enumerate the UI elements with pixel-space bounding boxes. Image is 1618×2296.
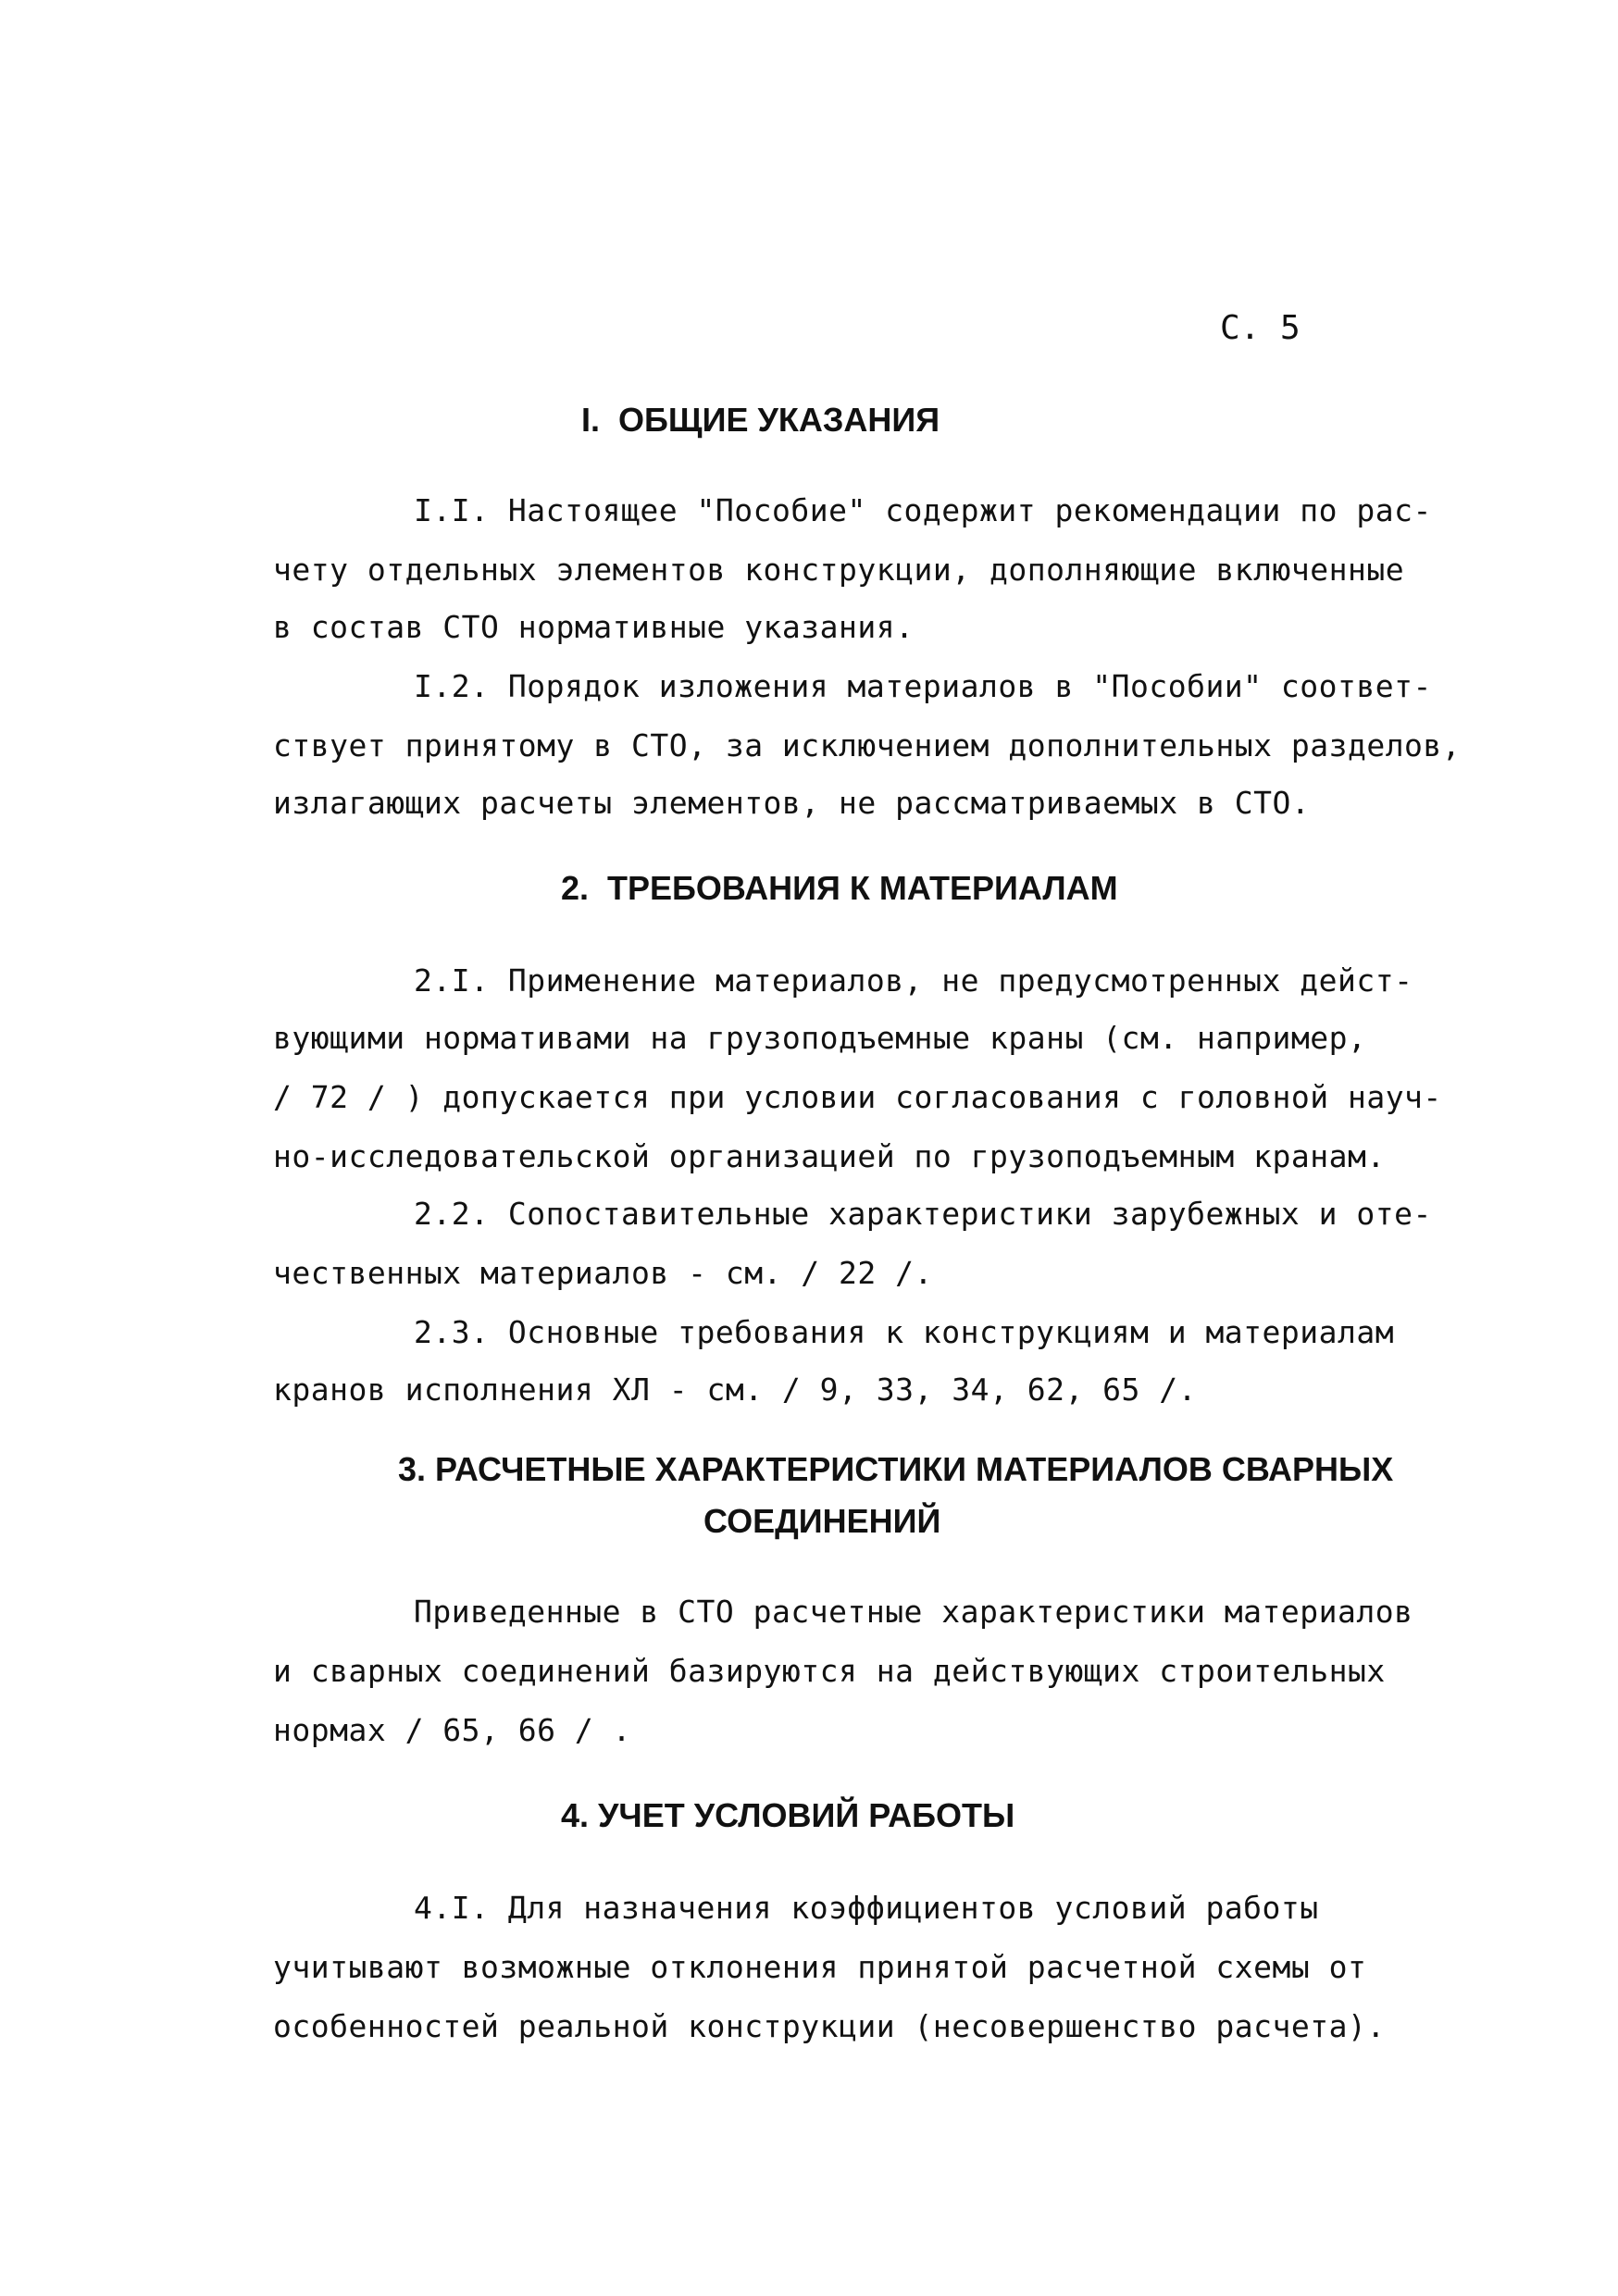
paragraph-line: / 72 / ) допускается при условии согласования с головной науч- xyxy=(273,1079,1442,1115)
section-4-heading: 4. УЧЕТ УСЛОВИЙ РАБОТЫ xyxy=(561,1796,1015,1834)
section-1-heading: I. ОБЩИЕ УКАЗАНИЯ xyxy=(581,401,940,439)
paragraph-line: вующими нормативами на грузоподъемные краны (см. например, xyxy=(273,1020,1367,1056)
paragraph-line: учитывают возможные отклонения принятой расчетной схемы от xyxy=(273,1949,1367,1985)
paragraph-line: I.I. Настоящее "Пособие" содержит рекомендации по рас- xyxy=(414,492,1432,528)
paragraph-line: излагающих расчеты элементов, не рассматриваемых в СТО. xyxy=(273,785,1311,821)
paragraph-line: 2.I. Применение материалов, не предусмотренных дейст- xyxy=(414,962,1413,999)
paragraph-line: I.2. Порядок изложения материалов в "Пособии" соответ- xyxy=(414,668,1432,704)
paragraph-line: ствует принятому в СТО, за исключением дополнительных разделов, xyxy=(273,727,1462,763)
section-3-heading-continued: СОЕДИНЕНИЙ xyxy=(703,1502,941,1540)
paragraph-line: нормах / 65, 66 / . xyxy=(273,1712,631,1748)
paragraph-line: кранов исполнения ХЛ - см. / 9, 33, 34, 62, 65 /. xyxy=(273,1371,1198,1408)
paragraph-line: Приведенные в СТО расчетные характеристики материалов xyxy=(414,1594,1413,1630)
paragraph-line: особенностей реальной конструкции (несовершенство расчета). xyxy=(273,2008,1386,2044)
paragraph-line: 2.2. Сопоставительные характеристики зарубежных и оте- xyxy=(414,1196,1432,1232)
paragraph-line: и сварных соединений базируются на действующих строительных xyxy=(273,1653,1386,1689)
paragraph-line: 4.I. Для назначения коэффициентов условий работы xyxy=(414,1890,1319,1926)
page-number: С. 5 xyxy=(1220,309,1301,347)
paragraph-line: в состав СТО нормативные указания. xyxy=(273,609,915,645)
section-2-heading: 2. ТРЕБОВАНИЯ К МАТЕРИАЛАМ xyxy=(561,869,1118,907)
section-3-heading: 3. РАСЧЕТНЫЕ ХАРАКТЕРИСТИКИ МАТЕРИАЛОВ СВАРНЫХ xyxy=(398,1450,1394,1488)
paragraph-line: чественных материалов - см. / 22 /. xyxy=(273,1255,933,1291)
paragraph-line: чету отдельных элементов конструкции, дополняющие включенные xyxy=(273,552,1405,588)
paragraph-line: но-исследовательской организацией по грузоподъемным кранам. xyxy=(273,1138,1386,1174)
paragraph-line: 2.3. Основные требования к конструкциям и материалам xyxy=(414,1314,1395,1350)
